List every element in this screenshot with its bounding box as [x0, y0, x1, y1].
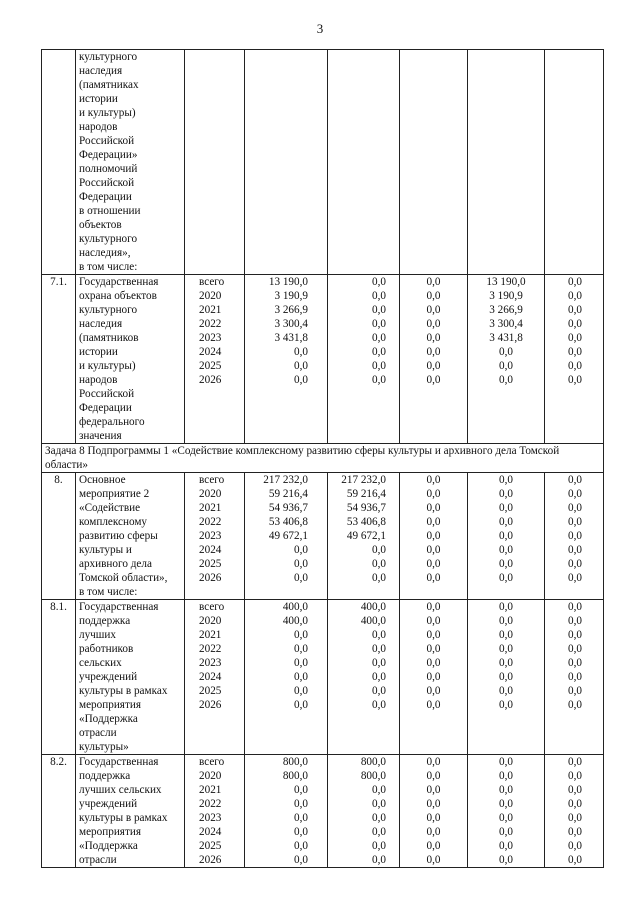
total-cell: 0,0 — [294, 346, 308, 358]
local-cell: 0,0 — [499, 502, 513, 514]
local-cell: 3 190,9 — [489, 290, 523, 302]
regional-column-cell — [400, 275, 468, 444]
item-number: 8.2. — [42, 755, 76, 868]
total-cell: 0,0 — [294, 544, 308, 556]
regional-cell: 0,0 — [426, 558, 441, 570]
municipal-cell: 0,0 — [568, 290, 582, 302]
local-cell: 0,0 — [499, 685, 513, 697]
regional-cell: 0,0 — [426, 346, 441, 358]
year-cell: всего — [199, 276, 225, 288]
total-cell: 400,0 — [282, 615, 308, 627]
municipal-cell: 0,0 — [568, 374, 582, 386]
total-cell: 800,0 — [282, 756, 308, 768]
local-cell: 0,0 — [499, 544, 513, 556]
federal-cell: 0,0 — [372, 798, 386, 810]
task-row — [42, 444, 604, 473]
municipal-cell: 0,0 — [568, 699, 582, 711]
year-cell: 2023 — [199, 657, 222, 669]
federal-cell: 0,0 — [372, 318, 386, 330]
regional-cell: 0,0 — [426, 488, 441, 500]
federal-cell: 0,0 — [372, 360, 386, 372]
municipal-cell: 0,0 — [568, 798, 582, 810]
table-row — [42, 275, 604, 444]
total-cell: 0,0 — [294, 812, 308, 824]
regional-cell: 0,0 — [426, 516, 441, 528]
year-cell: 2022 — [199, 516, 222, 528]
federal-cell: 800,0 — [360, 770, 386, 782]
municipal-column-cell — [545, 275, 604, 444]
item-description: Государственная охрана объектов культурного наследия (памятников истории и культуры) народов Российской Федерации федерального значения — [76, 275, 185, 444]
item-description: Основное мероприятие 2 «Содействие комплексному развитию сферы культуры и архивного дела Томской области», в том числе: — [76, 473, 185, 600]
municipal-cell: 0,0 — [568, 840, 582, 852]
regional-cell: 0,0 — [426, 770, 441, 782]
municipal-cell: 0,0 — [568, 812, 582, 824]
year-cell: 2024 — [199, 671, 222, 683]
federal-cell: 0,0 — [372, 657, 386, 669]
year-column-cell — [185, 600, 245, 755]
local-cell: 0,0 — [499, 488, 513, 500]
federal-cell: 0,0 — [372, 332, 386, 344]
federal-cell: 0,0 — [372, 784, 386, 796]
federal-cell: 0,0 — [372, 643, 386, 655]
federal-cell: 0,0 — [372, 304, 386, 316]
total-cell: 53 406,8 — [268, 516, 308, 528]
federal-cell: 800,0 — [360, 756, 386, 768]
local-cell: 0,0 — [499, 826, 513, 838]
local-cell: 0,0 — [499, 360, 513, 372]
local-cell: 3 431,8 — [489, 332, 523, 344]
year-cell: 2021 — [199, 502, 222, 514]
year-cell: 2025 — [199, 558, 222, 570]
municipal-cell: 0,0 — [568, 671, 582, 683]
municipal-cell: 0,0 — [568, 826, 582, 838]
total-cell: 0,0 — [294, 657, 308, 669]
local-cell: 3 300,4 — [489, 318, 523, 330]
year-cell: 2025 — [199, 840, 222, 852]
local-cell: 0,0 — [499, 530, 513, 542]
federal-cell: 0,0 — [372, 374, 386, 386]
year-cell: 2023 — [199, 332, 222, 344]
regional-cell: 0,0 — [426, 812, 441, 824]
local-cell: 13 190,0 — [486, 276, 526, 288]
total-cell: 0,0 — [294, 671, 308, 683]
page-number: 3 — [316, 21, 324, 36]
year-cell: 2026 — [199, 854, 222, 866]
regional-cell: 0,0 — [426, 318, 441, 330]
regional-cell: 0,0 — [426, 530, 441, 542]
total-column-cell — [245, 50, 328, 275]
municipal-cell: 0,0 — [568, 530, 582, 542]
municipal-cell: 0,0 — [568, 615, 582, 627]
local-cell: 0,0 — [499, 474, 513, 486]
total-cell: 400,0 — [282, 601, 308, 613]
year-cell: 2026 — [199, 374, 222, 386]
municipal-cell: 0,0 — [568, 318, 582, 330]
table-row — [42, 755, 604, 868]
year-column-cell — [185, 275, 245, 444]
federal-cell: 0,0 — [372, 276, 386, 288]
total-cell: 0,0 — [294, 840, 308, 852]
federal-cell: 0,0 — [372, 685, 386, 697]
item-number: 8. — [42, 473, 76, 600]
federal-cell: 53 406,8 — [346, 516, 386, 528]
year-cell: 2022 — [199, 318, 222, 330]
federal-cell: 0,0 — [372, 558, 386, 570]
total-cell: 217 232,0 — [263, 474, 308, 486]
year-cell: 2022 — [199, 643, 222, 655]
total-cell: 0,0 — [294, 798, 308, 810]
federal-cell: 0,0 — [372, 812, 386, 824]
year-column-cell — [185, 473, 245, 600]
federal-column-cell — [328, 600, 400, 755]
task-heading: Задача 8 Подпрограммы 1 «Содействие комплексному развитию сферы культуры и архивного дела Томской области» — [42, 444, 604, 473]
federal-cell: 0,0 — [372, 290, 386, 302]
total-cell: 0,0 — [294, 854, 308, 866]
regional-cell: 0,0 — [426, 615, 441, 627]
federal-column-cell — [328, 755, 400, 868]
local-cell: 0,0 — [499, 629, 513, 641]
regional-column-cell — [400, 473, 468, 600]
municipal-cell: 0,0 — [568, 304, 582, 316]
total-cell: 0,0 — [294, 643, 308, 655]
regional-cell: 0,0 — [426, 572, 441, 584]
local-cell: 0,0 — [499, 798, 513, 810]
total-cell: 3 300,4 — [274, 318, 308, 330]
local-cell: 0,0 — [499, 784, 513, 796]
year-cell: 2021 — [199, 629, 222, 641]
municipal-cell: 0,0 — [568, 657, 582, 669]
municipal-cell: 0,0 — [568, 488, 582, 500]
total-cell: 0,0 — [294, 374, 308, 386]
federal-cell: 0,0 — [372, 544, 386, 556]
local-column-cell — [468, 755, 545, 868]
regional-column-cell — [400, 50, 468, 275]
federal-cell: 49 672,1 — [346, 530, 386, 542]
regional-cell: 0,0 — [426, 685, 441, 697]
table-row — [42, 600, 604, 755]
year-cell: 2024 — [199, 826, 222, 838]
total-cell: 0,0 — [294, 572, 308, 584]
total-column-cell — [245, 473, 328, 600]
municipal-cell: 0,0 — [568, 276, 582, 288]
year-cell: 2020 — [199, 615, 222, 627]
regional-cell: 0,0 — [426, 784, 441, 796]
total-cell: 49 672,1 — [268, 530, 308, 542]
federal-cell: 0,0 — [372, 671, 386, 683]
regional-cell: 0,0 — [426, 332, 441, 344]
federal-cell: 54 936,7 — [346, 502, 386, 514]
year-cell: 2025 — [199, 685, 222, 697]
municipal-cell: 0,0 — [568, 558, 582, 570]
regional-column-cell — [400, 755, 468, 868]
municipal-cell: 0,0 — [568, 332, 582, 344]
local-column-cell — [468, 50, 545, 275]
year-cell: 2021 — [199, 784, 222, 796]
federal-cell: 0,0 — [372, 826, 386, 838]
local-cell: 0,0 — [499, 770, 513, 782]
total-cell: 0,0 — [294, 699, 308, 711]
year-cell: 2023 — [199, 530, 222, 542]
total-cell: 800,0 — [282, 770, 308, 782]
federal-column-cell — [328, 473, 400, 600]
regional-cell: 0,0 — [426, 276, 441, 288]
year-cell: 2026 — [199, 572, 222, 584]
total-cell: 0,0 — [294, 558, 308, 570]
total-cell: 59 216,4 — [268, 488, 308, 500]
year-cell: 2024 — [199, 346, 222, 358]
federal-cell: 0,0 — [372, 346, 386, 358]
municipal-cell: 0,0 — [568, 360, 582, 372]
year-cell: 2024 — [199, 544, 222, 556]
federal-cell: 217 232,0 — [341, 474, 386, 486]
municipal-cell: 0,0 — [568, 770, 582, 782]
regional-cell: 0,0 — [426, 360, 441, 372]
regional-column-cell — [400, 600, 468, 755]
local-column-cell — [468, 600, 545, 755]
federal-column-cell — [328, 50, 400, 275]
total-cell: 0,0 — [294, 826, 308, 838]
federal-cell: 400,0 — [360, 615, 386, 627]
regional-cell: 0,0 — [426, 601, 441, 613]
year-cell: всего — [199, 756, 225, 768]
regional-cell: 0,0 — [426, 374, 441, 386]
regional-cell: 0,0 — [426, 304, 441, 316]
program-funding-table — [41, 49, 604, 868]
total-cell: 0,0 — [294, 629, 308, 641]
local-cell: 0,0 — [499, 671, 513, 683]
local-cell: 0,0 — [499, 840, 513, 852]
total-cell: 3 431,8 — [274, 332, 308, 344]
municipal-cell: 0,0 — [568, 685, 582, 697]
item-description: Государственная поддержка лучших работников сельских учреждений культуры в рамках мероприятия «Поддержка отрасли культуры» — [76, 600, 185, 755]
regional-cell: 0,0 — [426, 629, 441, 641]
regional-cell: 0,0 — [426, 826, 441, 838]
total-column-cell — [245, 755, 328, 868]
local-cell: 0,0 — [499, 643, 513, 655]
year-cell: 2021 — [199, 304, 222, 316]
total-column-cell — [245, 275, 328, 444]
regional-cell: 0,0 — [426, 699, 441, 711]
total-cell: 0,0 — [294, 685, 308, 697]
municipal-column-cell — [545, 473, 604, 600]
municipal-cell: 0,0 — [568, 516, 582, 528]
total-cell: 13 190,0 — [268, 276, 308, 288]
local-cell: 0,0 — [499, 572, 513, 584]
regional-cell: 0,0 — [426, 798, 441, 810]
item-number: 8.1. — [42, 600, 76, 755]
local-cell: 0,0 — [499, 615, 513, 627]
local-cell: 0,0 — [499, 756, 513, 768]
municipal-cell: 0,0 — [568, 346, 582, 358]
year-cell: 2026 — [199, 699, 222, 711]
local-cell: 0,0 — [499, 699, 513, 711]
year-cell: 2022 — [199, 798, 222, 810]
total-column-cell — [245, 600, 328, 755]
local-cell: 3 266,9 — [489, 304, 523, 316]
local-cell: 0,0 — [499, 657, 513, 669]
local-cell: 0,0 — [499, 516, 513, 528]
regional-cell: 0,0 — [426, 840, 441, 852]
federal-cell: 0,0 — [372, 629, 386, 641]
regional-cell: 0,0 — [426, 544, 441, 556]
year-column-cell — [185, 755, 245, 868]
municipal-column-cell — [545, 600, 604, 755]
municipal-cell: 0,0 — [568, 474, 582, 486]
municipal-cell: 0,0 — [568, 601, 582, 613]
federal-cell: 0,0 — [372, 572, 386, 584]
local-cell: 0,0 — [499, 812, 513, 824]
local-cell: 0,0 — [499, 854, 513, 866]
municipal-cell: 0,0 — [568, 756, 582, 768]
year-cell: всего — [199, 474, 225, 486]
total-cell: 54 936,7 — [268, 502, 308, 514]
federal-cell: 59 216,4 — [346, 488, 386, 500]
item-description: Государственная поддержка лучших сельских учреждений культуры в рамках мероприятия «Поддержка отрасли — [76, 755, 185, 868]
year-cell: всего — [199, 601, 225, 613]
federal-column-cell — [328, 275, 400, 444]
local-cell: 0,0 — [499, 601, 513, 613]
municipal-cell: 0,0 — [568, 643, 582, 655]
table-row — [42, 50, 604, 275]
regional-cell: 0,0 — [426, 854, 441, 866]
regional-cell: 0,0 — [426, 643, 441, 655]
municipal-column-cell — [545, 755, 604, 868]
year-cell: 2025 — [199, 360, 222, 372]
item-description: культурного наследия (памятниках истории и культуры) народов Российской Федерации» полномочий Российской Федерации в отношении объектов культурного наследия», в том числе: — [76, 50, 185, 275]
year-cell: 2023 — [199, 812, 222, 824]
year-cell: 2020 — [199, 488, 222, 500]
federal-cell: 400,0 — [360, 601, 386, 613]
local-cell: 0,0 — [499, 558, 513, 570]
municipal-cell: 0,0 — [568, 572, 582, 584]
local-column-cell — [468, 473, 545, 600]
item-number: 7.1. — [42, 275, 76, 444]
item-number — [42, 50, 76, 275]
table-row — [42, 473, 604, 600]
local-cell: 0,0 — [499, 346, 513, 358]
total-cell: 3 190,9 — [274, 290, 308, 302]
municipal-column-cell — [545, 50, 604, 275]
year-cell: 2020 — [199, 290, 222, 302]
regional-cell: 0,0 — [426, 657, 441, 669]
regional-cell: 0,0 — [426, 671, 441, 683]
total-cell: 0,0 — [294, 360, 308, 372]
regional-cell: 0,0 — [426, 290, 441, 302]
regional-cell: 0,0 — [426, 756, 441, 768]
municipal-cell: 0,0 — [568, 544, 582, 556]
total-cell: 0,0 — [294, 784, 308, 796]
regional-cell: 0,0 — [426, 474, 441, 486]
municipal-cell: 0,0 — [568, 629, 582, 641]
local-column-cell — [468, 275, 545, 444]
local-cell: 0,0 — [499, 374, 513, 386]
municipal-cell: 0,0 — [568, 854, 582, 866]
federal-cell: 0,0 — [372, 699, 386, 711]
federal-cell: 0,0 — [372, 854, 386, 866]
total-cell: 3 266,9 — [274, 304, 308, 316]
municipal-cell: 0,0 — [568, 502, 582, 514]
federal-cell: 0,0 — [372, 840, 386, 852]
regional-cell: 0,0 — [426, 502, 441, 514]
municipal-cell: 0,0 — [568, 784, 582, 796]
year-column-cell — [185, 50, 245, 275]
year-cell: 2020 — [199, 770, 222, 782]
